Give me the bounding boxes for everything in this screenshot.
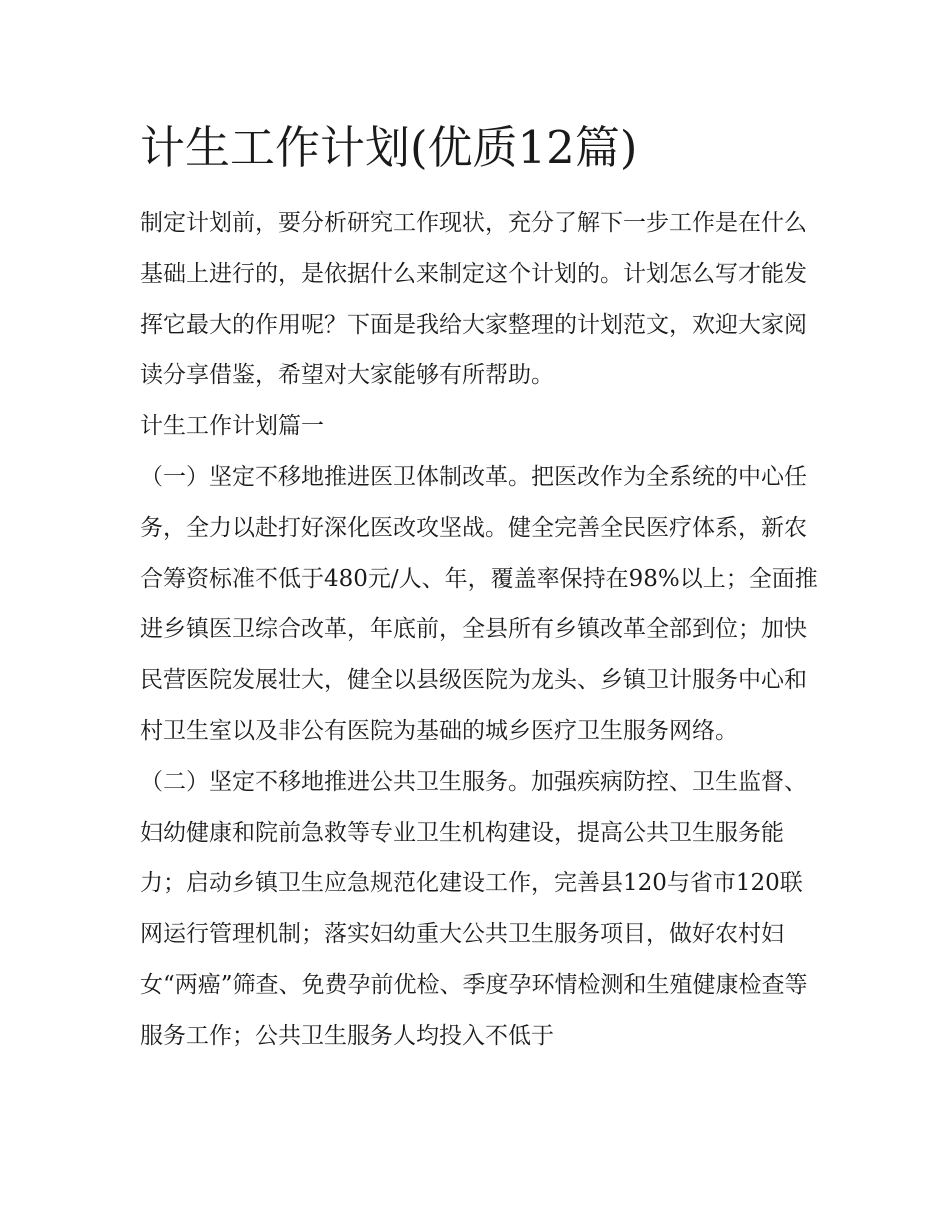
document-title: 计生工作计划(优质12篇) xyxy=(140,121,638,174)
body-paragraph-1: （一）坚定不移地推进医卫体制改革。把医改作为全系统的中心任务，全力以赴打好深化医改攻坚战。健全完善全民医疗体系，新农合筹资标准不低于480元/人、年，覆盖率保持在98%以上；全面推进乡镇医卫综合改革，年底前，全县所有乡镇改革全部到位；加快民营医院发展壮大，健全以县级医院为龙头、乡镇卫计服务中心和村卫生室以及非公有医院为基础的城乡医疗卫生服务网络。 xyxy=(140,463,818,744)
section-heading: 计生工作计划篇一 xyxy=(140,413,324,440)
document-body xyxy=(140,198,820,1062)
body-paragraph-2: （二）坚定不移地推进公共卫生服务。加强疾病防控、卫生监督、妇幼健康和院前急救等专业卫生机构建设，提高公共卫生服务能力；启动乡镇卫生应急规范化建设工作，完善县120与省市120联网运行管理机制；落实妇幼重大公共卫生服务项目，做好农村妇女“两癌”筛查、免费孕前优检、季度孕环情检测和生殖健康检查等服务工作；公共卫生服务人均投入不低于 xyxy=(140,768,808,1049)
intro-paragraph: 制定计划前，要分析研究工作现状，充分了解下一步工作是在什么基础上进行的，是依据什么来制定这个计划的。计划怎么写才能发挥它最大的作用呢？下面是我给大家整理的计划范文，欢迎大家阅读分享借鉴，希望对大家能够有所帮助。 xyxy=(140,210,807,389)
